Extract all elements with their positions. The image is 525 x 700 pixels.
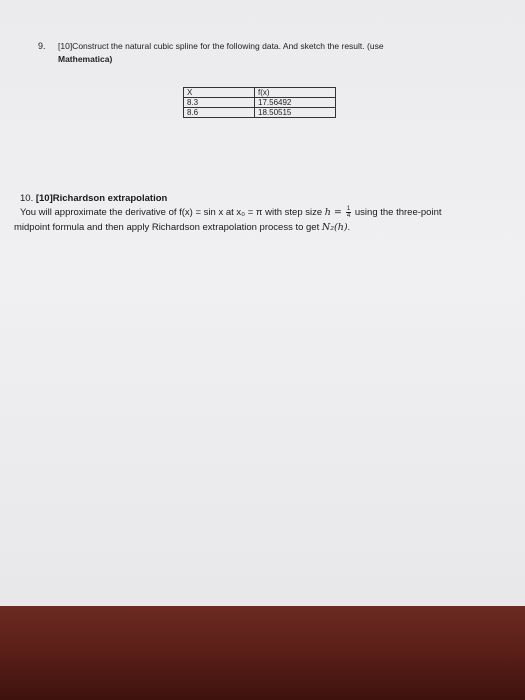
- data-table: [183, 87, 336, 118]
- table-cell-x: 8.6: [184, 108, 255, 118]
- question-9-text-continued: Mathematica): [58, 54, 113, 64]
- step-size-fraction: [346, 206, 351, 219]
- table-row: [184, 98, 336, 108]
- fraction-numerator: 1: [346, 206, 351, 212]
- question-10-text-part: using the three-point: [352, 207, 442, 219]
- question-10-text-part: .: [347, 222, 351, 233]
- question-10-text-part: You will approximate the derivative of f(x) = sin x at x₀ = π with step size: [20, 207, 325, 219]
- fraction-denominator: 4: [346, 213, 351, 219]
- question-10-number: 10.: [20, 193, 34, 204]
- table-cell-fx: 17.56492: [255, 98, 336, 108]
- question-10-text-continued: [14, 222, 350, 233]
- step-size-expression: h =: [324, 207, 345, 219]
- table-row: [184, 108, 336, 118]
- question-9-number: 9.: [38, 41, 46, 51]
- question-10-heading: [20, 193, 167, 204]
- question-9-text: [10]Construct the natural cubic spline for the following data. And sketch the result. (use: [58, 41, 384, 51]
- table-header-fx: f(x): [255, 88, 336, 98]
- richardson-expression: N₂(h): [321, 222, 348, 233]
- question-10-text: [20, 206, 442, 219]
- table-header-row: [184, 88, 336, 98]
- table-cell-fx: 18.50515: [255, 108, 336, 118]
- table-cell-x: 8.3: [184, 98, 255, 108]
- desk-surface: [0, 606, 525, 700]
- question-10-title: Richardson extrapolation: [52, 193, 168, 204]
- table-header-x: X: [184, 88, 255, 98]
- question-10-points: [10]: [35, 193, 53, 204]
- question-10-text-part: midpoint formula and then apply Richardson extrapolation process to get: [14, 222, 322, 233]
